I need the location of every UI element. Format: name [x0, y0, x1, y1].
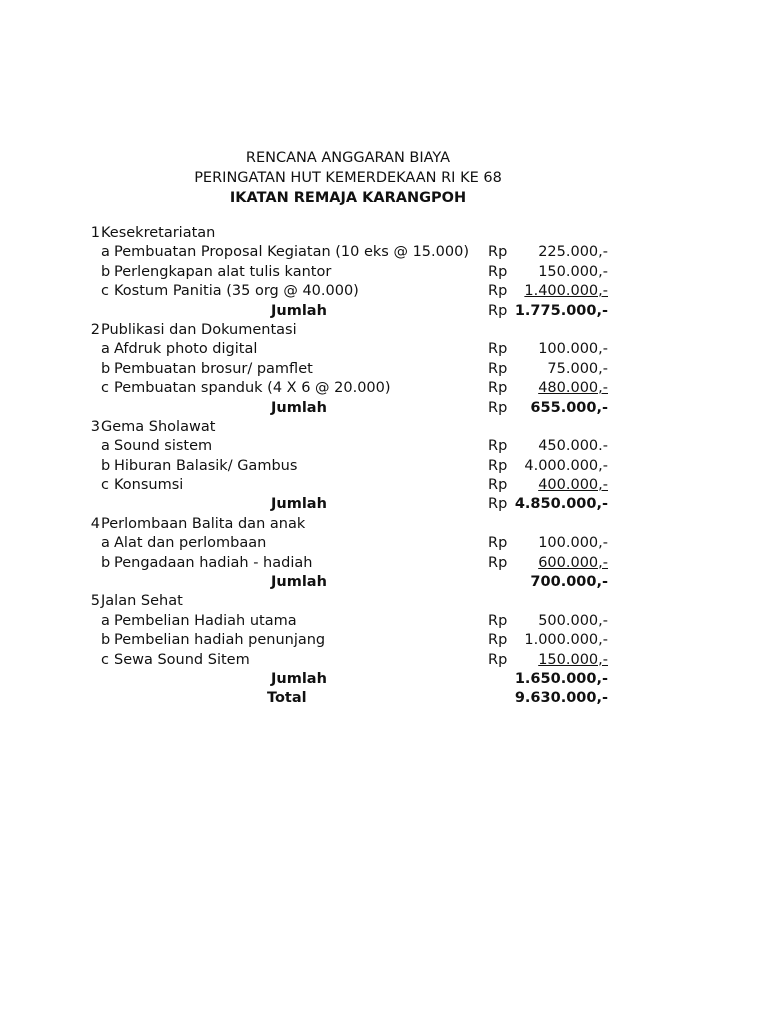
line-item: [0, 380, 768, 399]
item-amount: 480.000,-: [538, 380, 608, 397]
currency-label: Rp: [488, 477, 508, 494]
section-header: [0, 225, 768, 244]
budget-table: [0, 225, 768, 710]
item-letter: a: [101, 244, 110, 261]
item-description: Hiburan Balasik/ Gambus: [114, 457, 298, 474]
line-item: [0, 613, 768, 632]
item-letter: c: [101, 477, 109, 494]
item-amount: 100.000,-: [538, 341, 608, 358]
item-letter: c: [101, 651, 109, 668]
subtotal-amount: 4.850.000,-: [514, 496, 608, 513]
currency-label: Rp: [488, 399, 508, 416]
line-item: [0, 264, 768, 283]
item-amount: 450.000.-: [538, 438, 608, 455]
item-amount: 150.000,-: [538, 263, 608, 280]
item-description: Pembelian hadiah penunjang: [114, 632, 326, 649]
title-line-3: IKATAN REMAJA KARANGPOH: [229, 190, 467, 206]
total-row: [0, 690, 768, 709]
subtotal-row: [0, 496, 768, 515]
item-description: Afdruk photo digital: [114, 341, 258, 358]
item-description: Pembuatan Proposal Kegiatan (10 eks @ 15.000): [114, 244, 469, 261]
section-header: [0, 593, 768, 612]
item-amount: 225.000,-: [538, 244, 608, 261]
section-number: 5: [90, 593, 100, 610]
section-header: [0, 516, 768, 535]
subtotal-row: [0, 400, 768, 419]
item-letter: c: [101, 283, 109, 300]
currency-label: Rp: [488, 438, 508, 455]
currency-label: Rp: [488, 651, 508, 668]
item-description: Pembuatan brosur/ pamflet: [114, 360, 313, 377]
item-description: Kostum Panitia (35 org @ 40.000): [114, 283, 359, 300]
item-letter: b: [101, 360, 111, 377]
item-letter: a: [101, 438, 110, 455]
section-title: Perlombaan Balita dan anak: [101, 515, 306, 532]
line-item: [0, 477, 768, 496]
line-item: [0, 361, 768, 380]
item-description: Sound sistem: [114, 438, 213, 455]
item-letter: c: [101, 380, 109, 397]
item-amount: 500.000,-: [538, 612, 608, 629]
subtotal-amount: 655.000,-: [530, 399, 608, 416]
currency-label: Rp: [488, 554, 508, 571]
total-label: Total: [267, 690, 307, 707]
item-amount: 4.000.000,-: [524, 457, 608, 474]
subtotal-row: [0, 574, 768, 593]
line-item: [0, 632, 768, 651]
item-letter: b: [101, 457, 111, 474]
section-header: [0, 419, 768, 438]
section-number: 4: [90, 515, 100, 532]
currency-label: Rp: [488, 457, 508, 474]
subtotal-amount: 700.000,-: [530, 574, 608, 591]
subtotal-label: Jumlah: [271, 574, 327, 591]
item-description: Sewa Sound Sitem: [114, 651, 250, 668]
line-item: [0, 283, 768, 302]
item-amount: 150.000,-: [538, 651, 608, 668]
item-amount: 100.000,-: [538, 535, 608, 552]
line-item: [0, 652, 768, 671]
line-item: [0, 555, 768, 574]
currency-label: Rp: [488, 360, 508, 377]
currency-label: Rp: [488, 341, 508, 358]
item-description: Pengadaan hadiah - hadiah: [114, 554, 313, 571]
currency-label: Rp: [488, 263, 508, 280]
currency-label: Rp: [488, 283, 508, 300]
item-amount: 600.000,-: [538, 554, 608, 571]
item-description: Pembuatan spanduk (4 X 6 @ 20.000): [114, 380, 391, 397]
section-title: Gema Sholawat: [101, 418, 216, 435]
item-letter: b: [101, 632, 111, 649]
currency-label: Rp: [488, 612, 508, 629]
line-item: [0, 535, 768, 554]
total-amount: 9.630.000,-: [514, 690, 608, 707]
line-item: [0, 458, 768, 477]
currency-label: Rp: [488, 380, 508, 397]
subtotal-row: [0, 303, 768, 322]
section-number: 2: [90, 321, 100, 338]
item-description: Pembelian Hadiah utama: [114, 612, 297, 629]
item-amount: 1.000.000,-: [524, 632, 608, 649]
title-line-2: PERINGATAN HUT KEMERDEKAAN RI KE 68: [194, 170, 502, 186]
line-item: [0, 244, 768, 263]
section-number: 3: [90, 418, 100, 435]
item-description: Perlengkapan alat tulis kantor: [114, 263, 332, 280]
item-letter: b: [101, 554, 111, 571]
item-letter: a: [101, 535, 110, 552]
section-title: Publikasi dan Dokumentasi: [101, 321, 297, 338]
subtotal-row: [0, 671, 768, 690]
currency-label: Rp: [488, 244, 508, 261]
subtotal-amount: 1.650.000,-: [514, 670, 608, 687]
subtotal-label: Jumlah: [271, 496, 327, 513]
subtotal-label: Jumlah: [271, 399, 327, 416]
item-amount: 400.000,-: [538, 477, 608, 494]
item-letter: a: [101, 341, 110, 358]
line-item: [0, 438, 768, 457]
item-amount: 75.000,-: [547, 360, 608, 377]
section-title: Kesekretariatan: [101, 225, 216, 241]
item-description: Alat dan perlombaan: [114, 535, 267, 552]
currency-label: Rp: [488, 535, 508, 552]
line-item: [0, 341, 768, 360]
section-number: 1: [90, 225, 100, 241]
title-line-1: RENCANA ANGGARAN BIAYA: [245, 150, 451, 166]
currency-label: Rp: [488, 632, 508, 649]
subtotal-amount: 1.775.000,-: [514, 302, 608, 319]
item-amount: 1.400.000,-: [524, 283, 608, 300]
currency-label: Rp: [488, 496, 508, 513]
document-title: [0, 148, 696, 208]
subtotal-label: Jumlah: [271, 302, 327, 319]
currency-label: Rp: [488, 302, 508, 319]
section-header: [0, 322, 768, 341]
item-description: Konsumsi: [114, 477, 184, 494]
item-letter: b: [101, 263, 111, 280]
item-letter: a: [101, 612, 110, 629]
subtotal-label: Jumlah: [271, 670, 327, 687]
section-title: Jalan Sehat: [101, 593, 183, 610]
